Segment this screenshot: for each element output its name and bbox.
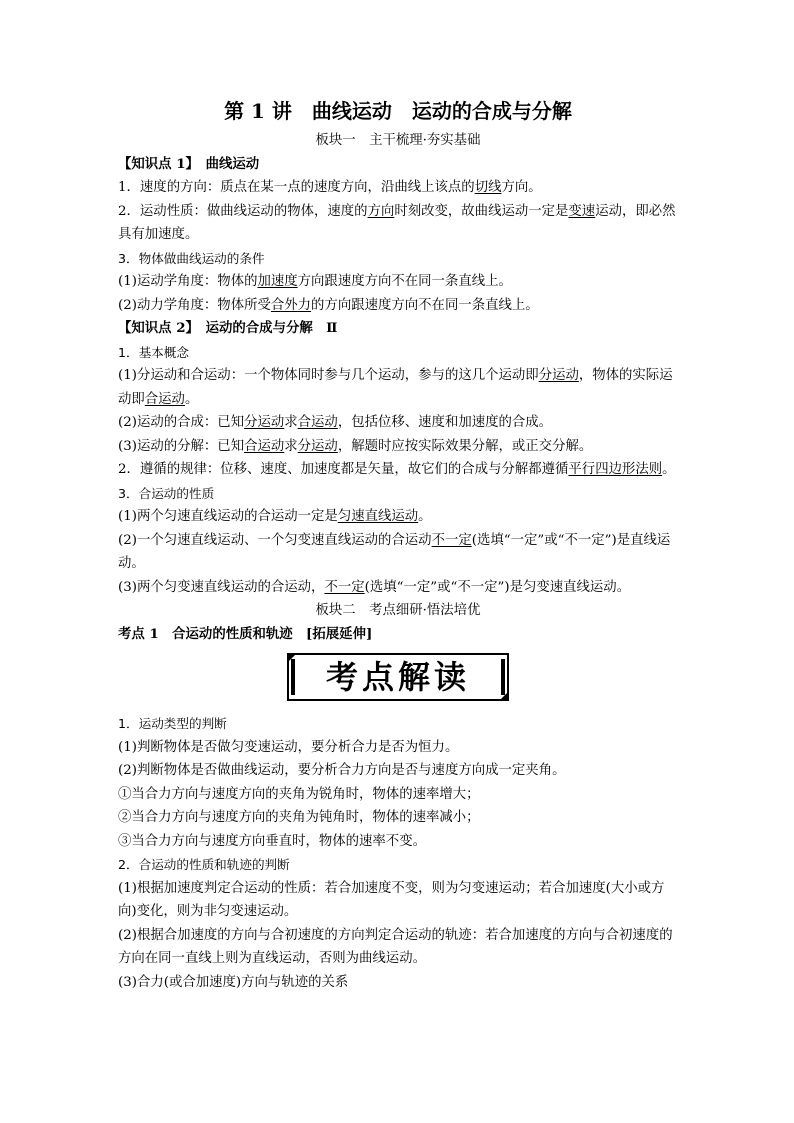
text: 。 (662, 462, 676, 477)
underlined-answer: 不一定 (324, 579, 365, 595)
subheading-resultant-nature: 3．合运动的性质 (118, 485, 215, 501)
lecture-title: 第 1 讲 曲线运动 运动的合成与分解 (224, 99, 572, 123)
paragraph-rule (118, 458, 678, 482)
paragraph-composition (118, 411, 678, 435)
text: 方向。 (501, 180, 542, 195)
badge-container (118, 650, 678, 706)
underlined-answer: 合外力 (270, 297, 312, 313)
text: 2．遵循的规律：位移、速度、加速度都是矢量，故它们的合成与分解都遵循 (118, 462, 569, 477)
text: 。 (184, 391, 199, 407)
badge-label: 考点解读 (325, 658, 470, 696)
text: ，包括位移、速度和加速度的合成。 (337, 415, 553, 430)
document-page (118, 96, 678, 994)
paragraph-trajectory-rule: (2)根据合加速度的方向与合初速度的方向判定合运动的轨迹：若合加速度的方向与合初速度的方向在同一直线上则为直线运动，否则为曲线运动。 (118, 927, 673, 966)
knowledge-point-2-heading: 【知识点 2】 运动的合成与分解 Ⅱ (118, 320, 338, 336)
text: (3)两个匀变速直线运动的合运动， (118, 579, 325, 595)
paragraph-uniform-uniform (118, 505, 678, 529)
text: 时刻改变，故曲线运动一定是 (394, 203, 569, 219)
badge-bar-decoration (501, 659, 505, 695)
text: 1．速度的方向：质点在某一点的速度方向，沿曲线上该点的 (118, 180, 475, 195)
text: 运动，即必然具有加速度。 (118, 203, 676, 242)
underlined-answer: 匀速直线运动 (337, 509, 419, 524)
text: (1)分运动和合运动：一个物体同时参与几个运动，参与的这几个运动即 (118, 368, 539, 383)
paragraph-acceleration-nature: (1)根据加速度判定合运动的性质：若合加速度不变，则为匀变速运动；若合加速度(大小或方向)变化，则为非匀变速运动。 (118, 880, 665, 919)
section-heading-1: 板块一 主干梳理·夯实基础 (315, 133, 481, 148)
exam-point-badge (287, 653, 509, 701)
underlined-answer: 方向 (367, 203, 395, 219)
paragraph-velocity-direction (118, 176, 678, 200)
exam-point-1-heading: 考点 1 合运动的性质和轨迹 [拓展延伸] (118, 625, 373, 642)
paragraph-motion-nature (118, 200, 678, 247)
paragraph-two-accelerated (118, 576, 678, 600)
subheading-trajectory: 2．合运动的性质和轨迹的判断 (118, 857, 290, 872)
paragraph-curve-check: (2)判断物体是否做曲线运动，要分析合力方向是否与速度方向成一定夹角。 (118, 763, 566, 778)
text: (1)两个匀速直线运动的合运动一定是 (118, 509, 338, 524)
subheading-basic-concepts: 1．基本概念 (118, 344, 189, 360)
badge-bar-decoration (291, 659, 295, 695)
underlined-answer: 分运动 (538, 368, 579, 383)
section-heading-2: 板块二 考点细研·悟法培优 (315, 603, 481, 618)
text: 求 (284, 415, 298, 430)
paragraph-force-trajectory: (3)合力(或合加速度)方向与轨迹的关系 (118, 974, 349, 990)
underlined-answer: 切线 (474, 180, 502, 195)
paragraph-acute-angle: ①当合力方向与速度方向的夹角为锐角时，物体的速率增大； (118, 786, 480, 802)
paragraph-component-motion (118, 364, 678, 411)
paragraph-kinematics (118, 270, 678, 294)
text: (1)运动学角度：物体的 (118, 274, 258, 289)
text: 2．运动性质：做曲线运动的物体，速度的 (118, 203, 368, 219)
paragraph-uniform-accelerated (118, 529, 678, 576)
paragraph-dynamics (118, 294, 678, 318)
text: (2)一个匀速直线运动、一个匀变速直线运动的合运动 (118, 532, 432, 548)
paragraph-perpendicular: ③当合力方向与速度方向垂直时，物体的速率不变。 (118, 833, 426, 849)
underlined-answer: 加速度 (257, 274, 298, 289)
text: (选填“一定”或“不一定”)是直线运动。 (118, 532, 671, 571)
knowledge-point-1-heading: 【知识点 1】 曲线运动 (118, 155, 260, 172)
text: 方向跟速度方向不在同一条直线上。 (297, 274, 512, 289)
text: (选填“一定”或“不一定”)是匀变速直线运动。 (364, 579, 631, 595)
paragraph-decomposition (118, 435, 678, 459)
text: ，物体的实际运动即 (118, 368, 673, 407)
underlined-answer: 合运动 (144, 391, 185, 407)
paragraph-obtuse-angle: ②当合力方向与速度方向的夹角为钝角时，物体的速率减小； (118, 810, 480, 825)
subheading-curve-condition: 3．物体做曲线运动的条件 (118, 250, 265, 266)
underlined-answer: 平行四边形法则 (568, 462, 663, 477)
underlined-answer: 合运动 (244, 438, 285, 454)
text: (2)动力学角度：物体所受 (118, 297, 271, 313)
text: 的方向跟速度方向不在同一条直线上。 (311, 297, 539, 313)
subheading-motion-type: 1．运动类型的判断 (118, 716, 227, 731)
underlined-answer: 变速 (568, 203, 596, 219)
underlined-answer: 分运动 (297, 438, 338, 454)
underlined-answer: 合运动 (297, 415, 338, 430)
paragraph-uniform-check: (1)判断物体是否做匀变速运动，要分析合力是否为恒力。 (118, 739, 459, 755)
text: (2)运动的合成：已知 (118, 415, 245, 430)
underlined-answer: 分运动 (244, 415, 285, 430)
text: (3)运动的分解：已知 (118, 438, 245, 454)
underlined-answer: 不一定 (431, 532, 472, 548)
text: 。 (418, 509, 432, 524)
text: 求 (284, 438, 298, 454)
text: ，解题时应按实际效果分解，或正交分解。 (337, 438, 593, 454)
